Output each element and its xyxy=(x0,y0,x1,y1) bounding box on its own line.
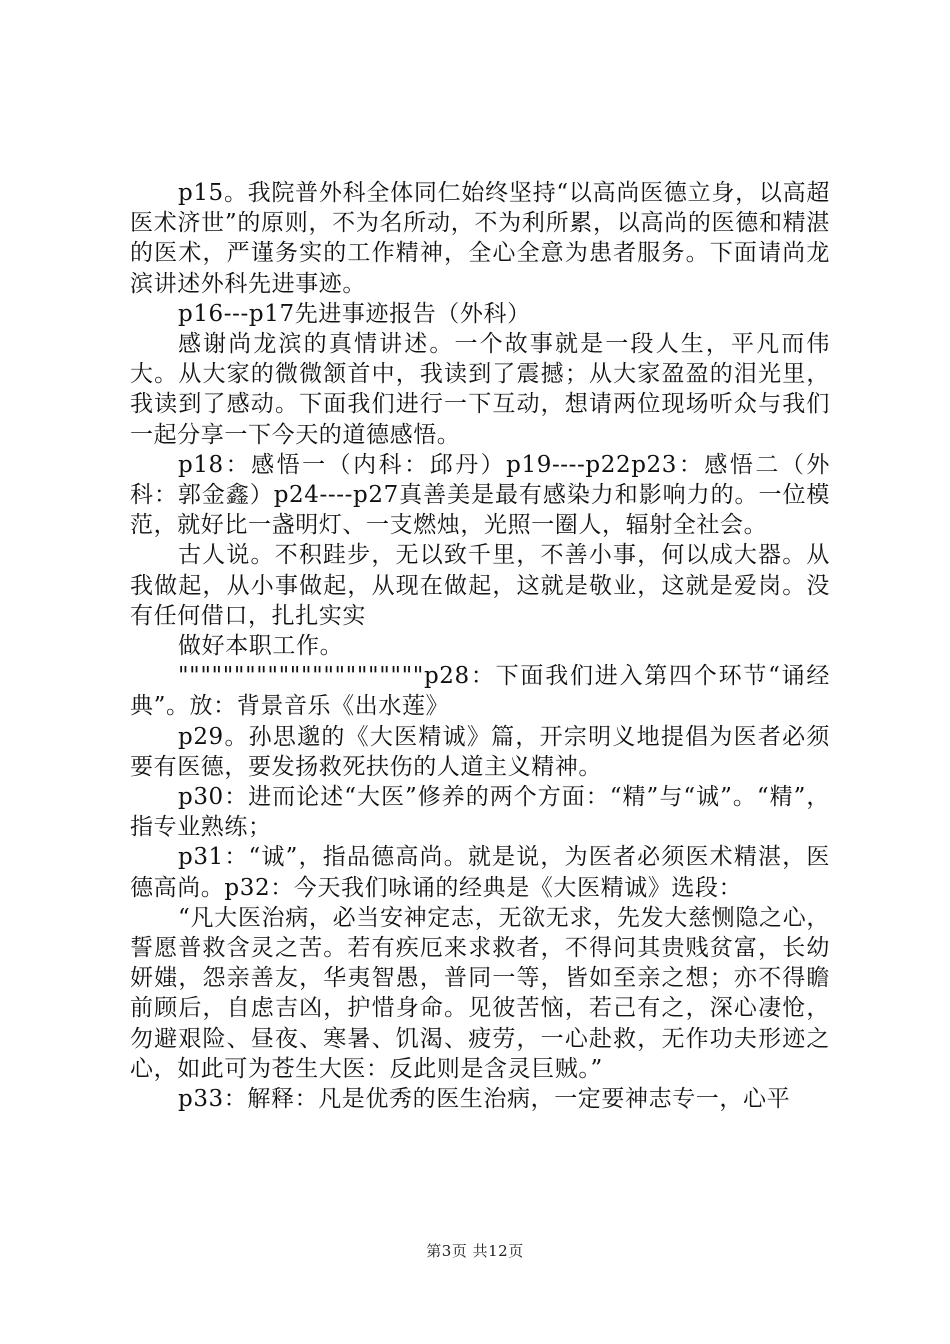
paragraph: 感谢尚龙滨的真情讲述。一个故事就是一段人生，平凡而伟大。从大家的微微颔首中，我读到了震撼；从大家盈盈的泪光里，我读到了感动。下面我们进行一下互动，想请两位现场听众与我们一起分享一下今天的道德感悟。 xyxy=(130,331,830,448)
page-footer: 第3页 共12页 xyxy=(426,1242,524,1260)
paragraph: p15。我院普外科全体同仁始终坚持“以高尚医德立身，以高超医术济世”的原则，不为名所动，不为利所累，以高尚的医德和精湛的医术，严谨务实的工作精神，全心全意为患者服务。下面请尚龙滨讲述外科先进事迹。 xyxy=(130,180,830,297)
document-body xyxy=(130,178,830,1114)
paragraph: p16---p17先进事迹报告（外科） xyxy=(178,300,531,327)
paragraph: """"""""""""""""""""""p28：下面我们进入第四个环节“诵经典”。放：背景音乐《出水莲》 xyxy=(130,663,830,720)
paragraph: p29。孙思邈的《大医精诚》篇，开宗明义地提倡为医者必须要有医德，要发扬救死扶伤的人道主义精神。 xyxy=(130,723,830,780)
paragraph: 古人说。不积跬步，无以致千里，不善小事，何以成大器。从我做起，从小事做起，从现在做起，这就是敬业，这就是爱岗。没有任何借口，扎扎实实 xyxy=(130,542,830,629)
paragraph: 做好本职工作。 xyxy=(178,633,344,660)
paragraph: p18：感悟一（内科：邱丹）p19----p22p23：感悟二（外科：郭金鑫）p24----p27真善美是最有感染力和影响力的。一位模范，就好比一盏明灯、一支燃烛，光照一圈人，辐射全社会。 xyxy=(130,451,830,539)
paragraph: p31：“诚”，指品德高尚。就是说，为医者必须医术精湛，医德高尚。p32：今天我们咏诵的经典是《大医精诚》选段： xyxy=(130,844,830,901)
paragraph: “凡大医治病，必当安神定志，无欲无求，先发大慈恻隐之心，誓愿普救含灵之苦。若有疾厄来求救者，不得问其贵贱贫富，长幼妍媸，怨亲善友，华夷智愚，普同一等，皆如至亲之想；亦不得瞻前顾后，自虑吉凶，护惜身命。见彼苦恼，若己有之，深心凄怆，勿避艰险、昼夜、寒暑、饥渴、疲劳，一心赴救，无作功夫形迹之心，如此可为苍生大医：反此则是含灵巨贼。” xyxy=(130,904,830,1082)
paragraph: p33：解释：凡是优秀的医生治病，一定要神志专一，心平 xyxy=(178,1086,791,1113)
paragraph: p30：进而论述“大医”修养的两个方面：“精”与“诚”。“精”，指专业熟练； xyxy=(130,784,830,841)
